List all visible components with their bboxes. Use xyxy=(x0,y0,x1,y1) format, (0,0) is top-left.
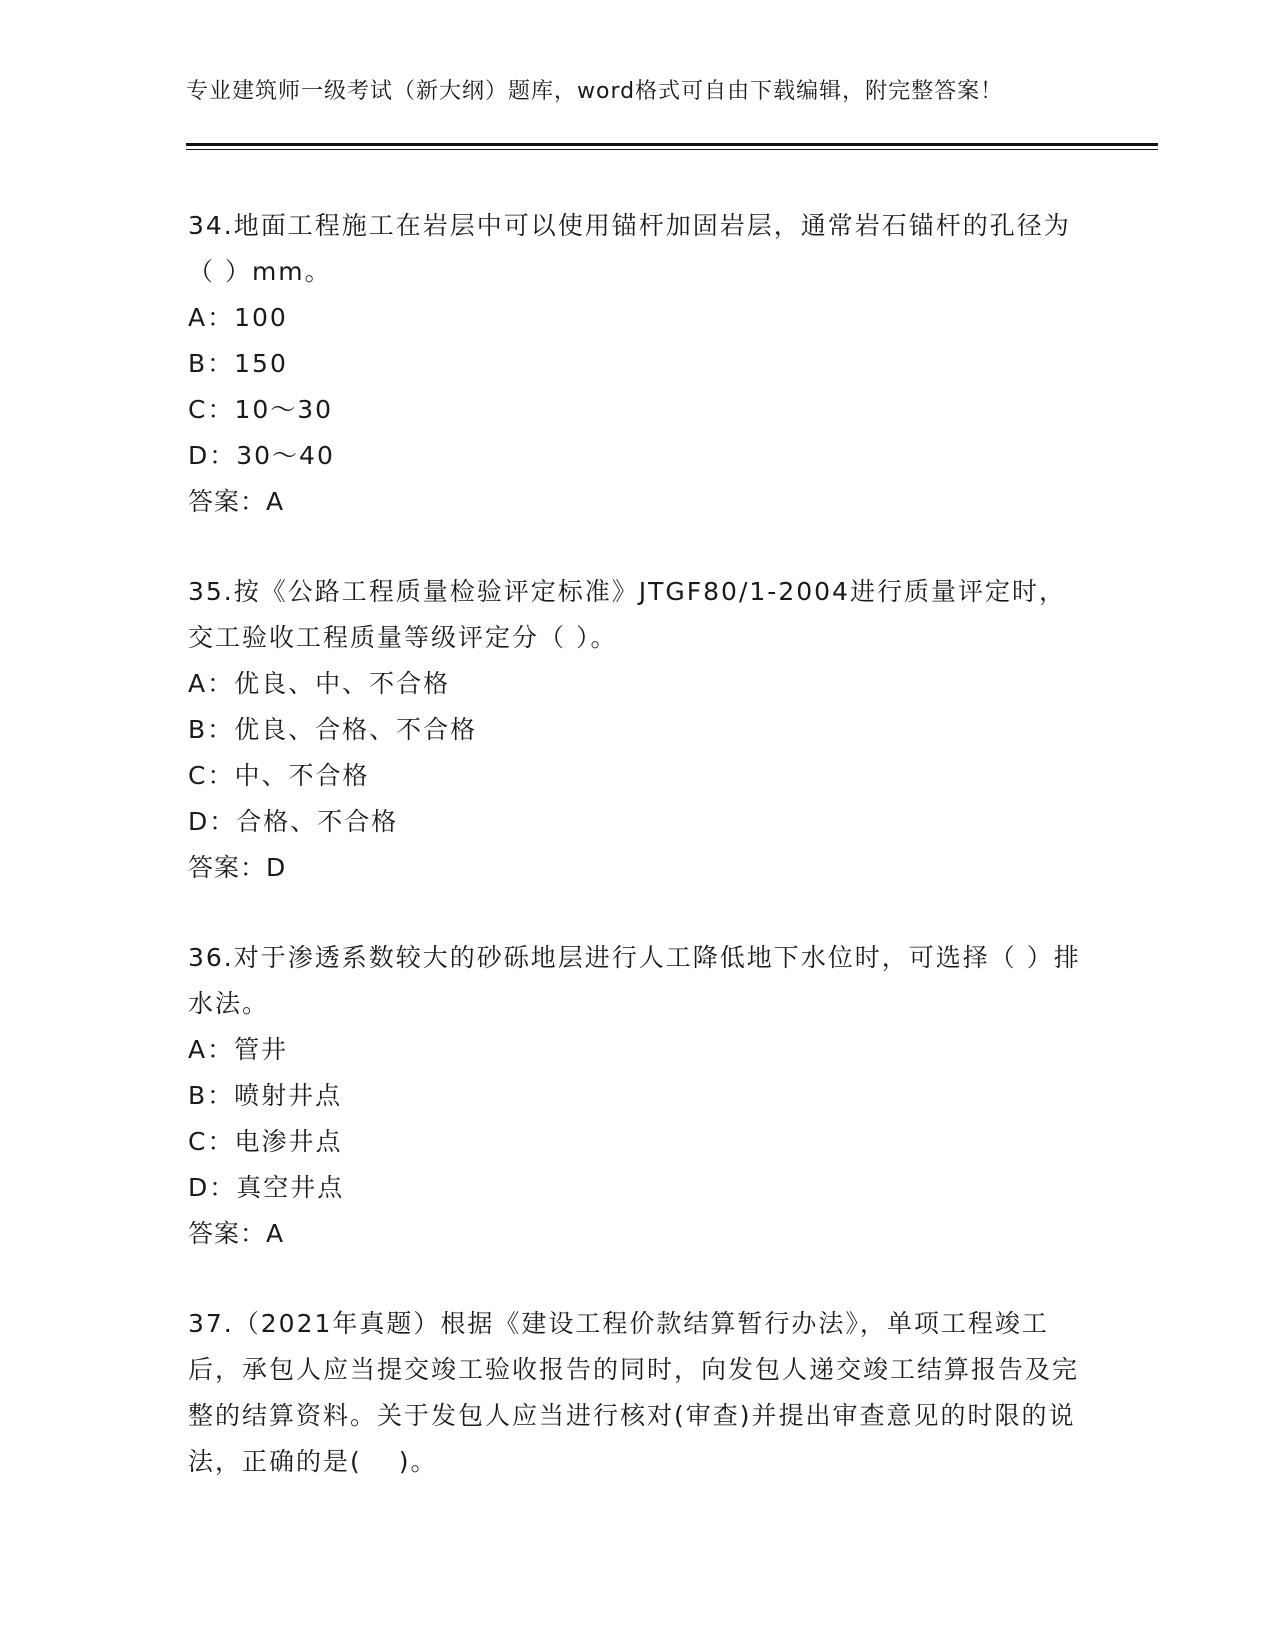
option-b: B：优良、合格、不合格 xyxy=(188,715,478,744)
option-a: A：100 xyxy=(188,303,288,332)
question-text: 36.对于渗透系数较大的砂砾地层进行人工降低地下水位时，可选择（ ）排水法。 xyxy=(188,943,1081,1018)
option-d: D：30～40 xyxy=(188,441,335,470)
option-b: B：喷射井点 xyxy=(188,1081,343,1110)
answer: 答案：A xyxy=(188,1219,285,1248)
question-36 xyxy=(188,935,1088,1257)
option-d: D：合格、不合格 xyxy=(188,807,399,836)
option-c: C：电渗井点 xyxy=(188,1127,343,1156)
question-35 xyxy=(188,569,1088,891)
option-c: C：中、不合格 xyxy=(188,761,370,790)
question-37 xyxy=(188,1301,1088,1485)
answer: 答案：D xyxy=(188,853,287,882)
question-text: 37.（2021年真题）根据《建设工程价款结算暂行办法》，单项工程竣工后，承包人应当提交竣工验收报告的同时，向发包人递交竣工结算报告及完整的结算资料。关于发包人应当进行核对(审查)并提出审查意见的时限的说法，正确的是( )。 xyxy=(188,1309,1080,1476)
header-divider-thin xyxy=(186,149,1158,150)
question-list xyxy=(188,203,1088,1529)
question-text: 35.按《公路工程质量检验评定标准》JTGF80/1-2004进行质量评定时，交工验收工程质量等级评定分（ ）。 xyxy=(188,577,1066,652)
page-header: 专业建筑师一级考试（新大纲）题库，word格式可自由下载编辑，附完整答案！ xyxy=(186,79,1004,104)
header-divider-thick xyxy=(186,143,1158,146)
question-34 xyxy=(188,203,1088,525)
option-d: D：真空井点 xyxy=(188,1173,345,1202)
option-a: A：管井 xyxy=(188,1035,289,1064)
question-text: 34.地面工程施工在岩层中可以使用锚杆加固岩层，通常岩石锚杆的孔径为（ ）mm。 xyxy=(188,211,1071,286)
option-a: A：优良、中、不合格 xyxy=(188,669,451,698)
option-c: C：10～30 xyxy=(188,395,334,424)
option-b: B：150 xyxy=(188,349,288,378)
answer: 答案：A xyxy=(188,487,285,516)
